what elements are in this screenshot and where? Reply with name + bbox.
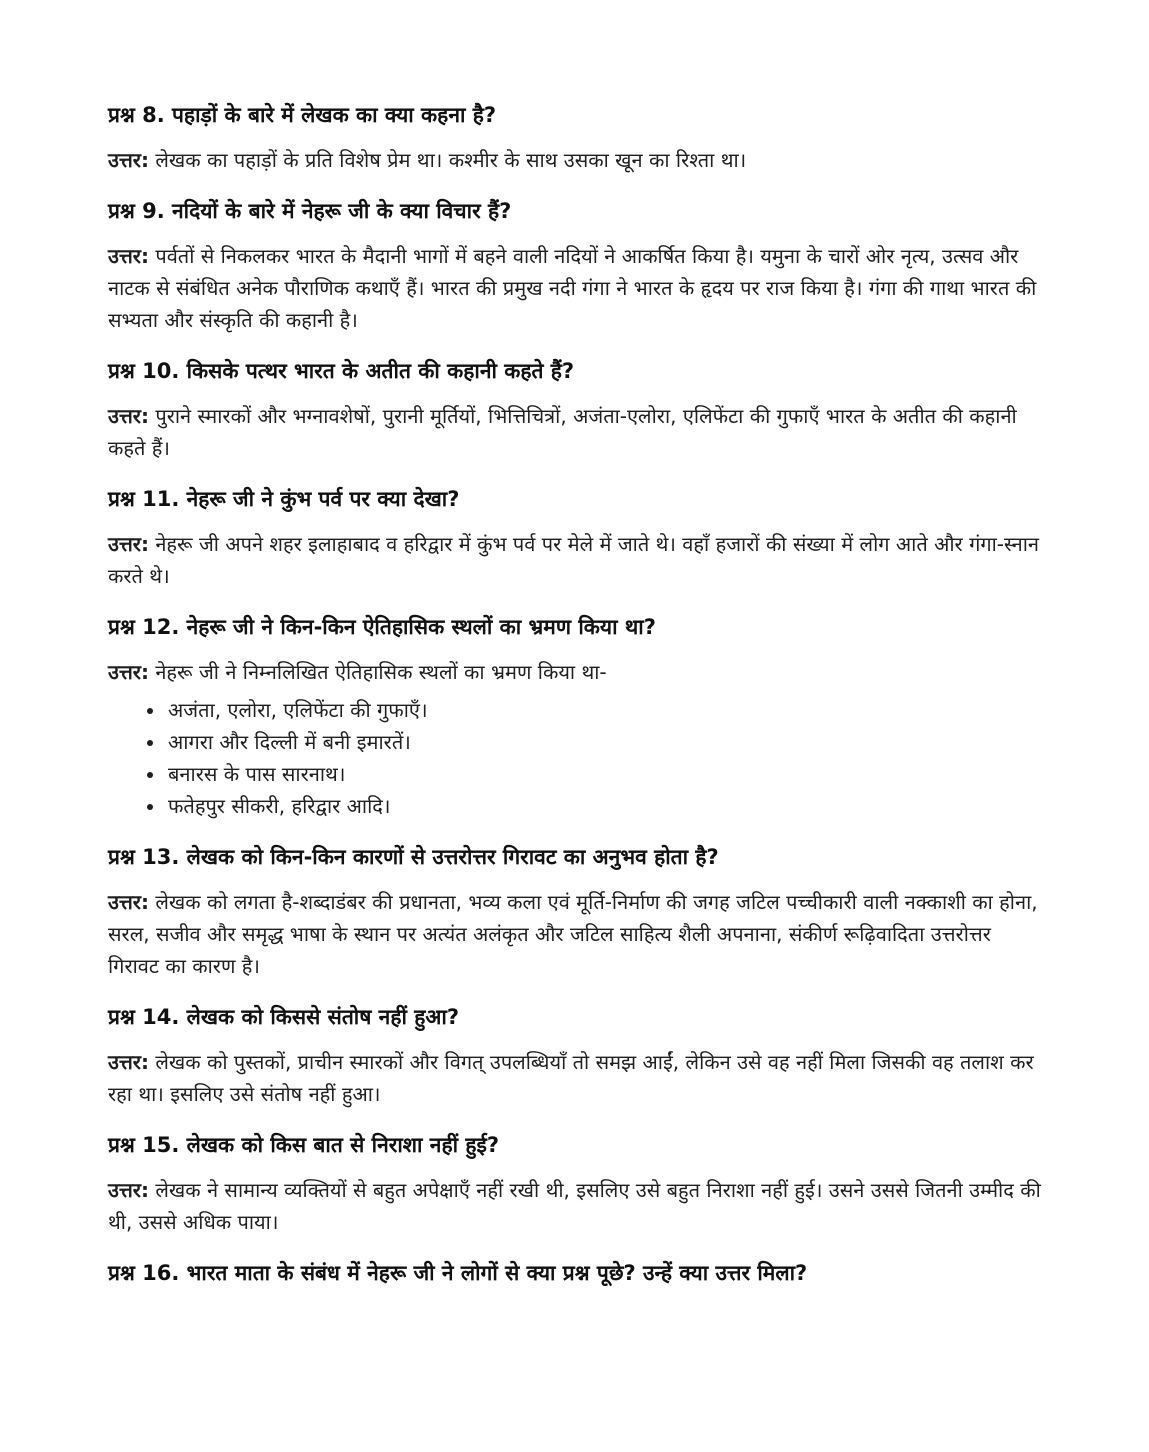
answer-11 xyxy=(108,528,1048,592)
answer-text: लेखक ने सामान्य व्यक्तियों से बहुत अपेक्षाएँ नहीं रखी थी, इसलिए उसे बहुत निराशा नहीं हुई। उसने उससे जितनी उम्मीद की थी, उससे अधिक पाया। xyxy=(108,1178,1041,1234)
qa-block-10 xyxy=(108,356,1048,464)
answer-label: उत्तर: xyxy=(108,404,149,428)
answer-text: लेखक को लगता है-शब्दाडंबर की प्रधानता, भव्य कला एवं मूर्ति-निर्माण की जगह जटिल पच्चीकारी वाली नक्काशी का होना, सरल, सजीव और समृद्ध भाषा के स्थान पर अत्यंत अलंकृत और जटिल साहित्य शैली अपनाना, संकीर्ण रूढ़िवादिता उत्तरोत्तर गिरावट का कारण है। xyxy=(108,890,1038,978)
answer-label: उत्तर: xyxy=(108,890,149,914)
answer-10 xyxy=(108,400,1048,464)
answer-13 xyxy=(108,886,1048,982)
answer-9 xyxy=(108,240,1048,336)
answer-8 xyxy=(108,144,1048,176)
question-8: प्रश्न 8. पहाड़ों के बारे में लेखक का क्या कहना है? xyxy=(108,103,497,127)
list-item: • बनारस के पास सारनाथ। xyxy=(166,758,1048,790)
qa-block-9 xyxy=(108,196,1048,336)
list-item: • आगरा और दिल्ली में बनी इमारतें। xyxy=(166,726,1048,758)
answer-label: उत्तर: xyxy=(108,244,149,268)
question-11: प्रश्न 11. नेहरू जी ने कुंभ पर्व पर क्या देखा? xyxy=(108,487,460,511)
answer-12 xyxy=(108,656,1048,688)
question-14: प्रश्न 14. लेखक को किससे संतोष नहीं हुआ? xyxy=(108,1005,460,1029)
answer-14 xyxy=(108,1046,1048,1110)
qa-block-15 xyxy=(108,1130,1048,1238)
answer-text: पुराने स्मारकों और भग्नावशेषों, पुरानी मूर्तियों, भित्तिचित्रों, अजंता-एलोरा, एलिफेंटा की गुफाएँ भारत के अतीत की कहानी कहते हैं। xyxy=(108,404,1017,460)
answer-text: लेखक का पहाड़ों के प्रति विशेष प्रेम था। कश्मीर के साथ उसका खून का रिश्ता था। xyxy=(155,148,747,172)
question-12: प्रश्न 12. नेहरू जी ने किन-किन ऐतिहासिक स्थलों का भ्रमण किया था? xyxy=(108,615,656,639)
qa-block-12 xyxy=(108,612,1048,822)
question-15: प्रश्न 15. लेखक को किस बात से निराशा नहीं हुई? xyxy=(108,1133,499,1157)
list-item: • फतेहपुर सीकरी, हरिद्वार आदि। xyxy=(166,790,1048,822)
answer-15 xyxy=(108,1174,1048,1238)
answer-label: उत्तर: xyxy=(108,1178,149,1202)
answer-text: पर्वतों से निकलकर भारत के मैदानी भागों में बहने वाली नदियों ने आकर्षित किया है। यमुना के चारों ओर नृत्य, उत्सव और नाटक से संबंधित अनेक पौराणिक कथाएँ हैं। भारत की प्रमुख नदी गंगा ने भारत के हृदय पर राज किया है। गंगा की गाथा भारत की सभ्यता और संस्कृति की कहानी है। xyxy=(108,244,1037,332)
document-page xyxy=(108,100,1048,1302)
list-item: • अजंता, एलोरा, एलिफेंटा की गुफाएँ। xyxy=(166,694,1048,726)
question-9: प्रश्न 9. नदियों के बारे में नेहरू जी के क्या विचार हैं? xyxy=(108,199,512,223)
qa-block-8 xyxy=(108,100,1048,176)
site-list xyxy=(108,694,1048,822)
answer-text: लेखक को पुस्तकों, प्राचीन स्मारकों और विगत् उपलब्धियाँ तो समझ आईं, लेकिन उसे वह नहीं मिला जिसकी वह तलाश कर रहा था। इसलिए उसे संतोष नहीं हुआ। xyxy=(108,1050,1034,1106)
question-13: प्रश्न 13. लेखक को किन-किन कारणों से उत्तरोत्तर गिरावट का अनुभव होता है? xyxy=(108,845,719,869)
qa-block-11 xyxy=(108,484,1048,592)
qa-block-13 xyxy=(108,842,1048,982)
answer-label: उत्तर: xyxy=(108,148,149,172)
answer-text: नेहरू जी अपने शहर इलाहाबाद व हरिद्वार में कुंभ पर्व पर मेले में जाते थे। वहाँ हजारों की संख्या में लोग आते और गंगा-स्नान करते थे। xyxy=(108,532,1040,588)
answer-label: उत्तर: xyxy=(108,1050,149,1074)
qa-block-16 xyxy=(108,1258,1048,1288)
answer-label: उत्तर: xyxy=(108,532,149,556)
answer-text: नेहरू जी ने निम्नलिखित ऐतिहासिक स्थलों का भ्रमण किया था- xyxy=(155,660,607,684)
question-10: प्रश्न 10. किसके पत्थर भारत के अतीत की कहानी कहते हैं? xyxy=(108,359,575,383)
answer-label: उत्तर: xyxy=(108,660,149,684)
qa-block-14 xyxy=(108,1002,1048,1110)
question-16: प्रश्न 16. भारत माता के संबंध में नेहरू जी ने लोगों से क्या प्रश्न पूछे? उन्हें क्या उत्तर मिला? xyxy=(108,1261,808,1285)
